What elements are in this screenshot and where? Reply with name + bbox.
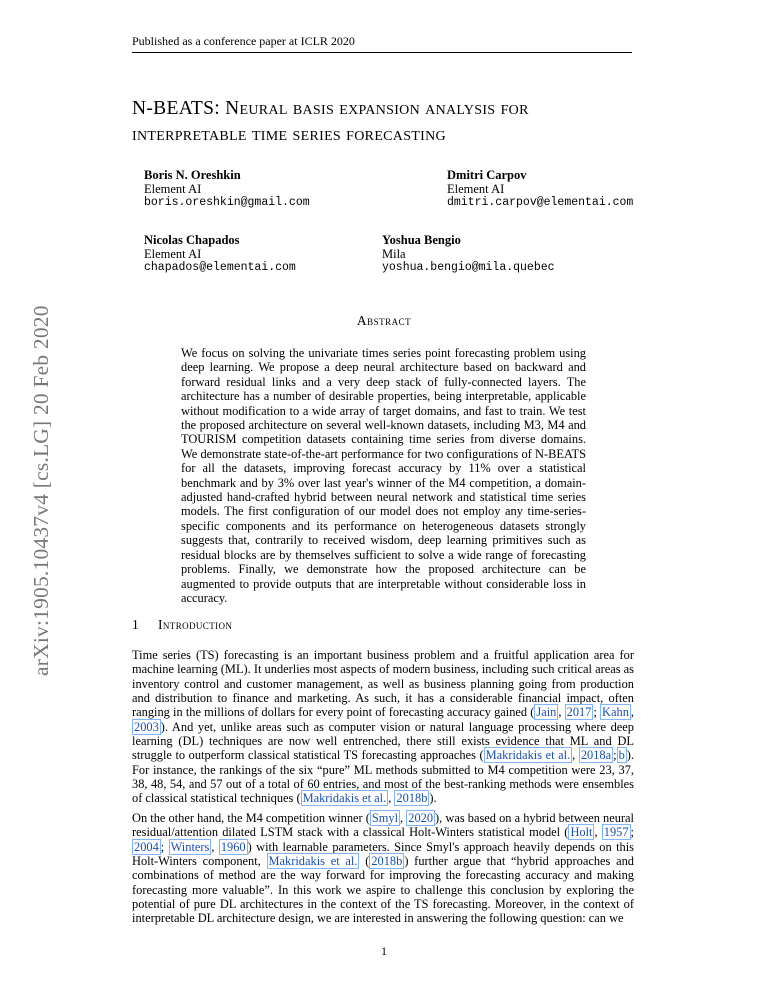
author-name: Dmitri Carpov: [447, 168, 527, 182]
text-run: ;: [160, 839, 169, 854]
paper-title: [132, 96, 652, 148]
author-name: Yoshua Bengio: [382, 233, 461, 247]
text-run: ,: [594, 825, 602, 840]
author-name: Nicolas Chapados: [144, 233, 240, 247]
title-line-2: interpretable time series forecasting: [132, 124, 446, 145]
author-affiliation: Element AI: [447, 182, 505, 196]
citation-link[interactable]: 2018b: [396, 791, 428, 806]
author-block-1: [144, 168, 310, 210]
citation-link[interactable]: Winters: [170, 839, 210, 854]
text-run: ).: [429, 791, 437, 806]
citation-link[interactable]: 2003: [134, 719, 159, 734]
title-line-1: N-BEATS: Neural basis expansion analysis for: [132, 98, 529, 119]
author-name: Boris N. Oreshkin: [144, 168, 241, 182]
citation-link[interactable]: 2017: [566, 705, 592, 720]
intro-paragraph-1: [132, 648, 634, 806]
page-number: 1: [381, 944, 387, 958]
text-run: ). For instance, the rankings of the six “pure” ML methods submitted to M4 competition were 23, 37, 38, 48, 54, and 57 out of a total of 60 entries, and most of the best-ranking methods were ensembles of classical statistical techniques (: [132, 748, 634, 806]
author-block-4: [382, 233, 555, 275]
author-affiliation: Element AI: [144, 182, 202, 196]
author-email[interactable]: boris.oreshkin@gmail.com: [144, 196, 310, 209]
text-run: (: [359, 854, 370, 869]
citation-link[interactable]: 2018b: [371, 854, 403, 869]
abstract-heading: Abstract: [356, 313, 412, 328]
text-run: ) further argue that “hybrid approaches and combinations of method are the way forward for improving the forecasting accuracy and making forecasting more valuable”. In this work we aspire to challenge this conclusion by exploring the potential of pure DL architectures in the context of the TS forecasting. Moreover, in the context of interpretable DL architecture design, we are interested in answering the following question: can we: [132, 854, 634, 926]
arxiv-identifier[interactable]: arXiv:1905.10437v4 [cs.LG] 20 Feb 2020: [29, 305, 53, 676]
author-block-2: [447, 168, 633, 210]
section-number: 1: [132, 617, 140, 632]
text-run: ,: [558, 705, 565, 720]
section-heading: [132, 617, 232, 633]
citation-link[interactable]: 1960: [220, 839, 246, 854]
citation-link[interactable]: 2020: [408, 811, 434, 825]
text-run: ,: [211, 839, 219, 854]
author-affiliation: Element AI: [144, 247, 202, 261]
text-run: ,: [388, 791, 395, 806]
citation-link[interactable]: Holt: [570, 825, 593, 840]
citation-link[interactable]: Makridakis et al.: [302, 791, 387, 806]
text-run: ,: [400, 811, 407, 825]
running-header: Published as a conference paper at ICLR 2020: [132, 34, 632, 53]
author-block-3: [144, 233, 296, 275]
abstract-text: We focus on solving the univariate times series point forecasting problem using deep learning. We propose a deep neural architecture based on backward and forward residual links and a very deep stack of fully-connected layers. The architecture has a number of desirable properties, being interpretable, applicable without modification to a wide array of target domains, and fast to train. We test the proposed architecture on several well-known datasets, including M3, M4 and TOURISM competition datasets containing time series from diverse domains. We demonstrate state-of-the-art performance for two configurations of N-BEATS for all the datasets, improving forecast accuracy by 11% over a statistical benchmark and by 3% over last year's winner of the M4 competition, a domain-adjusted hand-crafted hybrid between neural network and statistical time series models. The first configuration of our model does not employ any time-series-specific components and its performance on heterogeneous datasets strongly suggests that, contrarily to received wisdom, deep learning primitives such as residual blocks are by themselves sufficient to solve a wide range of forecasting problems. Finally, we demonstrate how the proposed architecture can be augmented to provide outputs that are interpretable without considerable loss in accuracy.: [181, 346, 586, 605]
citation-link[interactable]: Makridakis et al.: [268, 854, 358, 869]
text-run: ;: [613, 748, 617, 763]
citation-link[interactable]: b: [618, 748, 625, 763]
text-run: ), was based on a hybrid between neural residual/attention dilated LSTM stack with a classical Holt-Winters statistical model (: [132, 811, 634, 840]
citation-link[interactable]: 1957: [603, 825, 629, 840]
text-run: ;: [593, 705, 601, 720]
text-run: ,: [572, 748, 579, 763]
citation-link[interactable]: 2018a: [580, 748, 612, 763]
citation-link[interactable]: Kahn: [602, 705, 629, 720]
text-run: Time series (TS) forecasting is an important business problem and a fruitful application area for machine learning (ML). It underlies most aspects of modern business, including such critical areas as inventory control and customer management, as well as business planning going from production and distribution to finance and marketing. As such, it has a considerable financial impact, often ranging in the millions of dollars for every point of forecasting accuracy gained (: [132, 648, 634, 720]
text-run: ;: [630, 825, 634, 840]
author-email[interactable]: chapados@elementai.com: [144, 261, 296, 274]
citation-link[interactable]: Smyl: [371, 811, 399, 825]
citation-link[interactable]: Jain: [536, 705, 557, 720]
citation-link[interactable]: 2004: [134, 839, 159, 854]
citation-link[interactable]: Makridakis et al.: [485, 748, 571, 763]
text-run: ) with learnable parameters. Since Smyl's approach heavily depends on this Holt-Winters component,: [132, 839, 634, 869]
text-run: On the other hand, the M4 competition winner (: [132, 811, 370, 825]
text-run: ,: [630, 705, 634, 720]
author-affiliation: Mila: [382, 247, 406, 261]
text-run: ). And yet, unlike areas such as computer vision or natural language processing where deep learning (DL) techniques are now well entrenched, there still exists evidence that ML and DL struggle to outperform classical statistical TS forecasting approaches (: [132, 719, 634, 763]
author-email[interactable]: dmitri.carpov@elementai.com: [447, 196, 634, 209]
section-title: Introduction: [158, 617, 233, 632]
intro-paragraph-2: [132, 811, 634, 926]
author-email[interactable]: yoshua.bengio@mila.quebec: [382, 261, 555, 274]
